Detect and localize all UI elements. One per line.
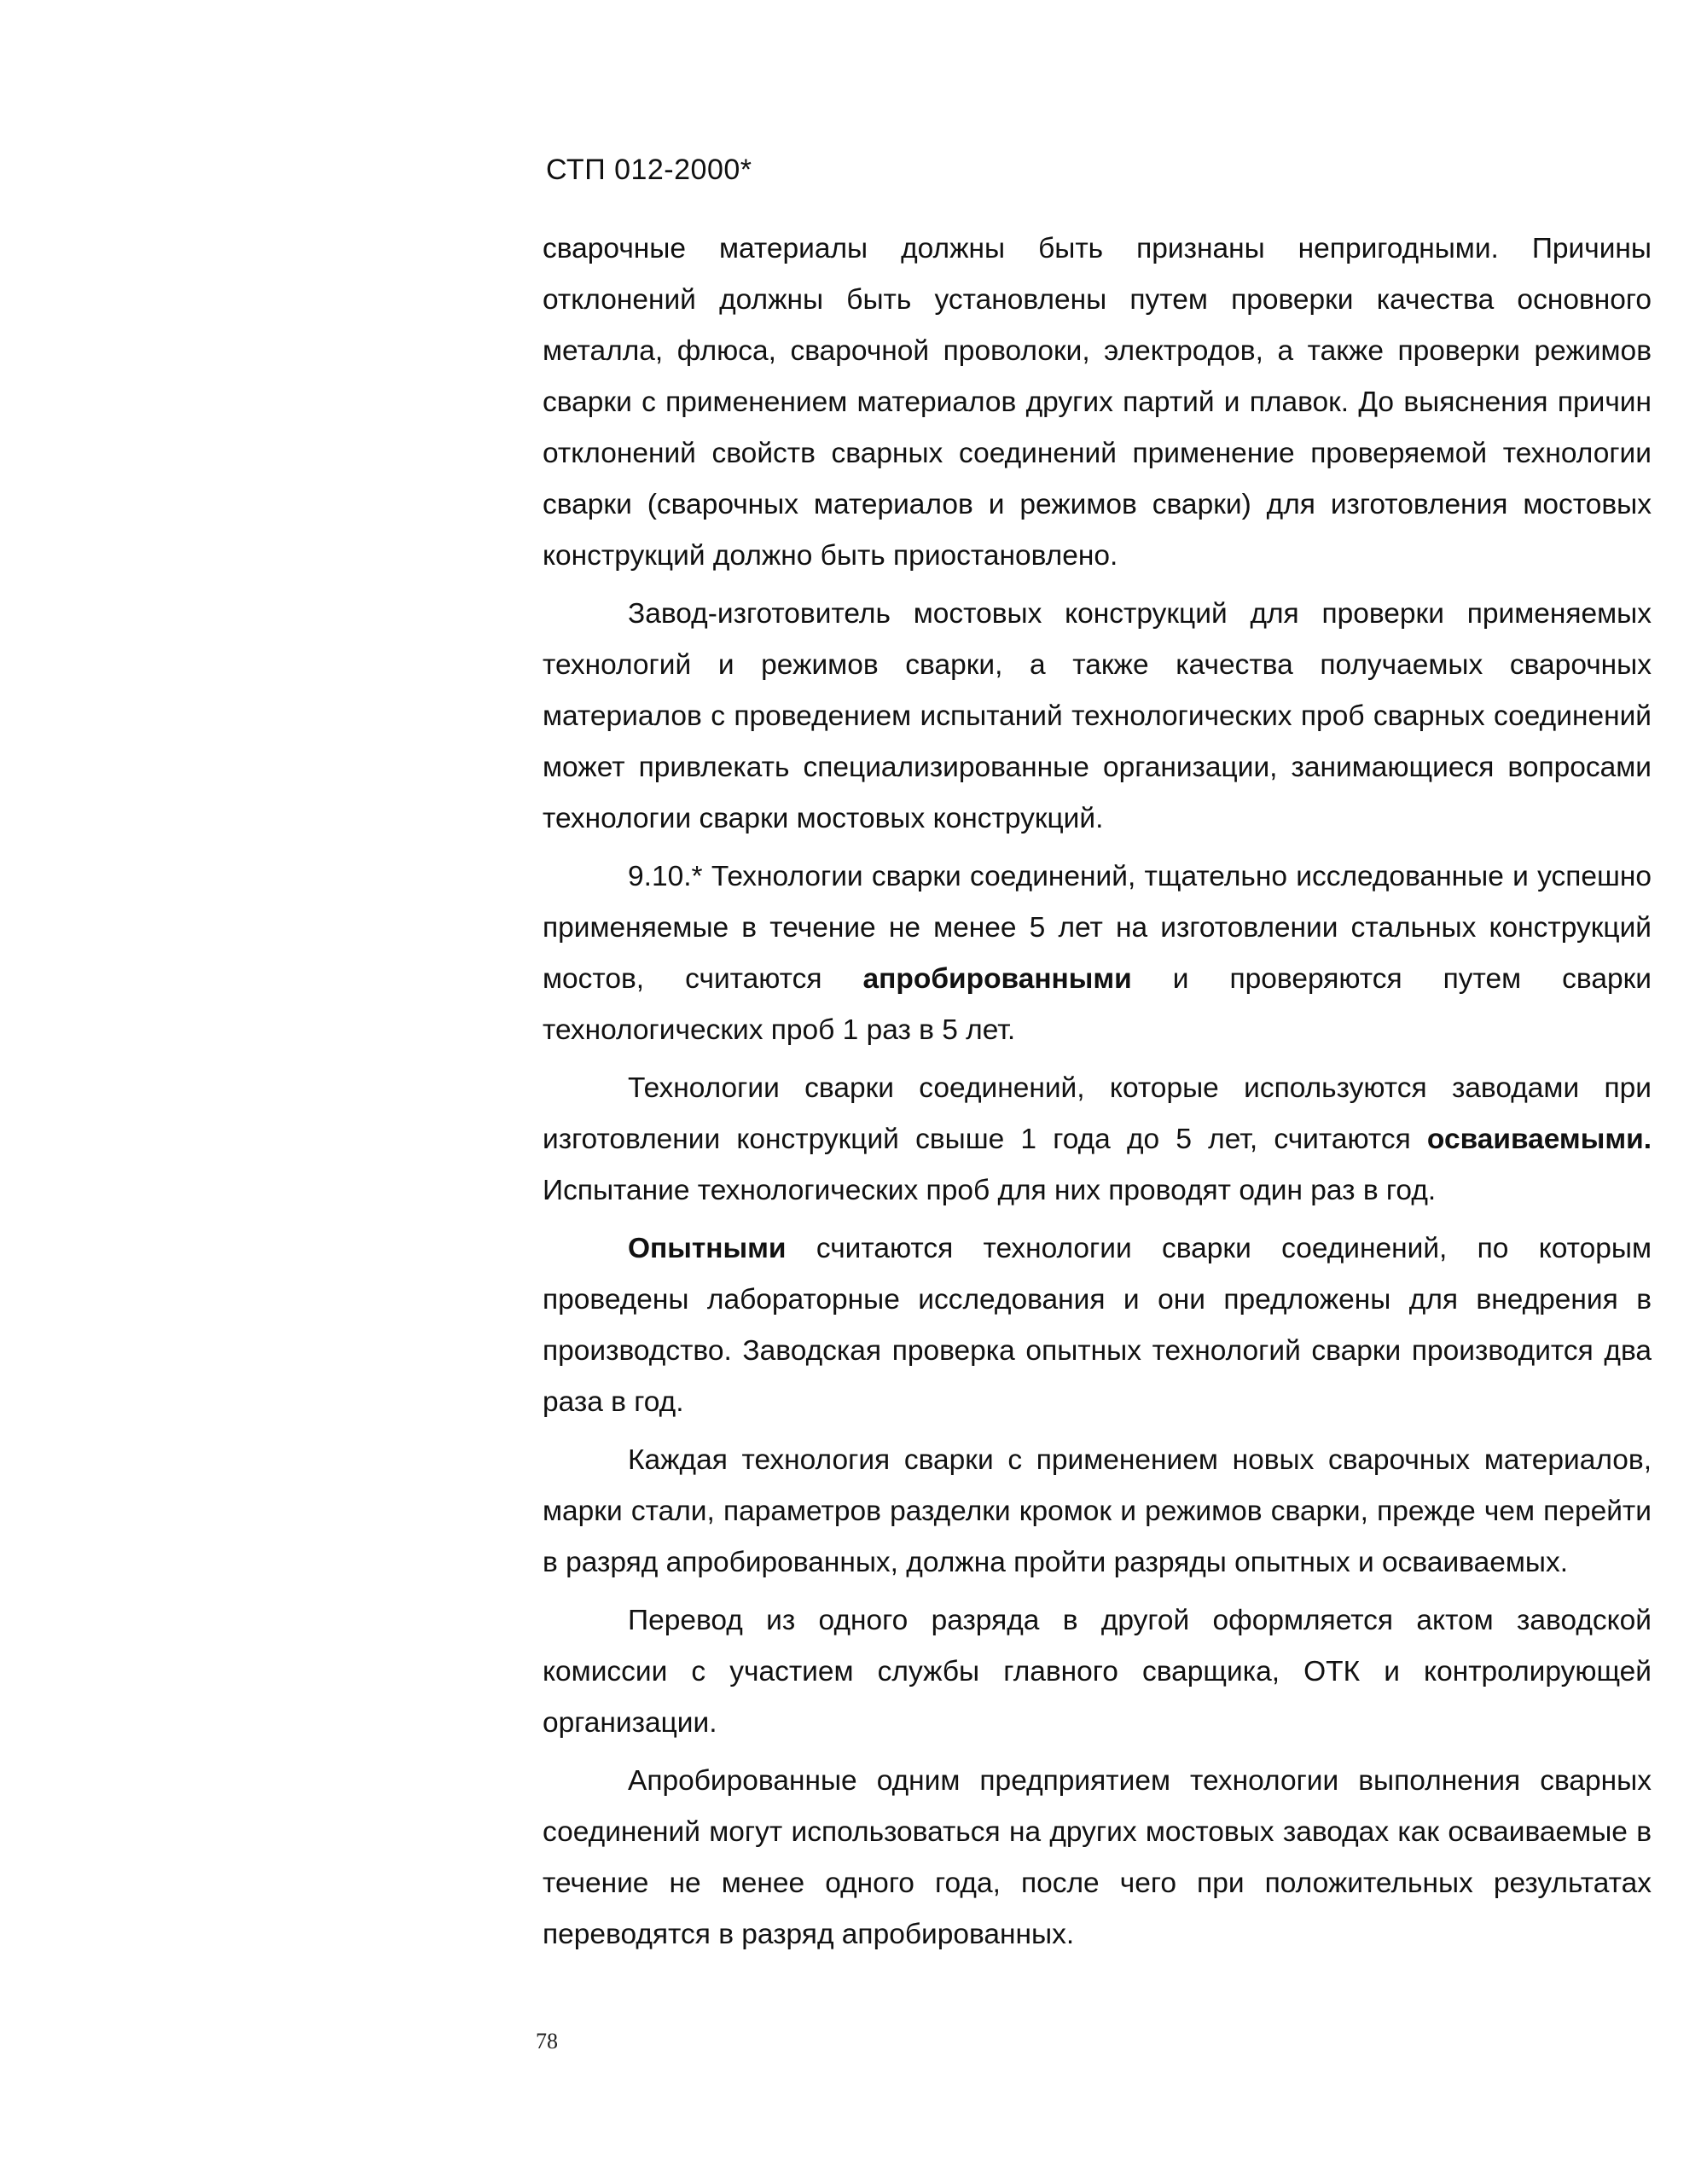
body-text (543, 224, 1652, 1967)
paragraph-6 (543, 1435, 1652, 1589)
paragraph-1-text: сварочные материалы должны быть признаны непригодными. Причины отклонений должны быть установлены путем проверки качества основного металла, флюса, сварочной проволоки, электродов, а также проверки режимов сварки с применением материалов других партий и плавок. До выяснения причин отклонений свойств сварных соединений применение проверяемой технологии сварки (сварочных материалов и режимов сварки) для изготовления мостовых конструкций должно быть приостановлено. (543, 233, 1652, 572)
paragraph-8 (543, 1756, 1652, 1960)
paragraph-4-text-b: Испытание технологических проб для них проводят один раз в год. (543, 1175, 1437, 1206)
term-experimental: Опытными (628, 1233, 787, 1264)
paragraph-7 (543, 1595, 1652, 1749)
paragraph-6-text: Каждая технология сварки с применением новых сварочных материалов, марки стали, параметров разделки кромок и режимов сварки, прежде чем перейти в разряд апробированных, должна пройти разряды опытных и осваиваемых. (543, 1444, 1652, 1578)
paragraph-5 (543, 1223, 1652, 1428)
term-being-mastered: осваиваемыми. (1426, 1124, 1652, 1155)
paragraph-5-text: считаются технологии сварки соединений, по которым проведены лабораторные исследования и они предложены для внедрения в производство. Заводская проверка опытных технологий сварки производится два раза в год. (543, 1233, 1652, 1418)
paragraph-7-text: Перевод из одного разряда в другой оформляется актом заводской комиссии с участием службы главного сварщика, ОТК и контролирующей организации. (543, 1605, 1652, 1739)
paragraph-4 (543, 1063, 1652, 1217)
paragraph-2-text: Завод-изготовитель мостовых конструкций для проверки применяемых технологий и режимов сварки, а также качества получаемых сварочных материалов с проведением испытаний технологических проб сварных соединений может привлекать специализированные организации, занимающиеся вопросами технологии сварки мостовых конструкций. (543, 598, 1652, 834)
paragraph-4-text-a: Технологии сварки соединений, которые используются заводами при изготовлении конструкций свыше 1 года до 5 лет, считаются (543, 1072, 1652, 1155)
paragraph-8-text: Апробированные одним предприятием технологии выполнения сварных соединений могут использоваться на других мостовых заводах как осваиваемые в течение не менее одного года, после чего при положительных результатах переводятся в разряд апробированных. (543, 1765, 1652, 1950)
term-approved: апробированными (862, 963, 1132, 995)
paragraph-2 (543, 589, 1652, 845)
paragraph-3-text-a: 9.10.* Технологии сварки соединений, тщательно исследованные и успешно применяемые в течение не менее 5 лет на изготовлении стальных конструкций мостов, считаются (543, 861, 1652, 995)
paragraph-1 (543, 224, 1652, 582)
paragraph-3 (543, 851, 1652, 1056)
paragraph-3-text-b: и проверяются путем сварки технологических проб 1 раз в 5 лет. (543, 963, 1652, 1046)
document-code-header: СТП 012-2000* (546, 154, 752, 186)
page-number: 78 (536, 2029, 558, 2053)
